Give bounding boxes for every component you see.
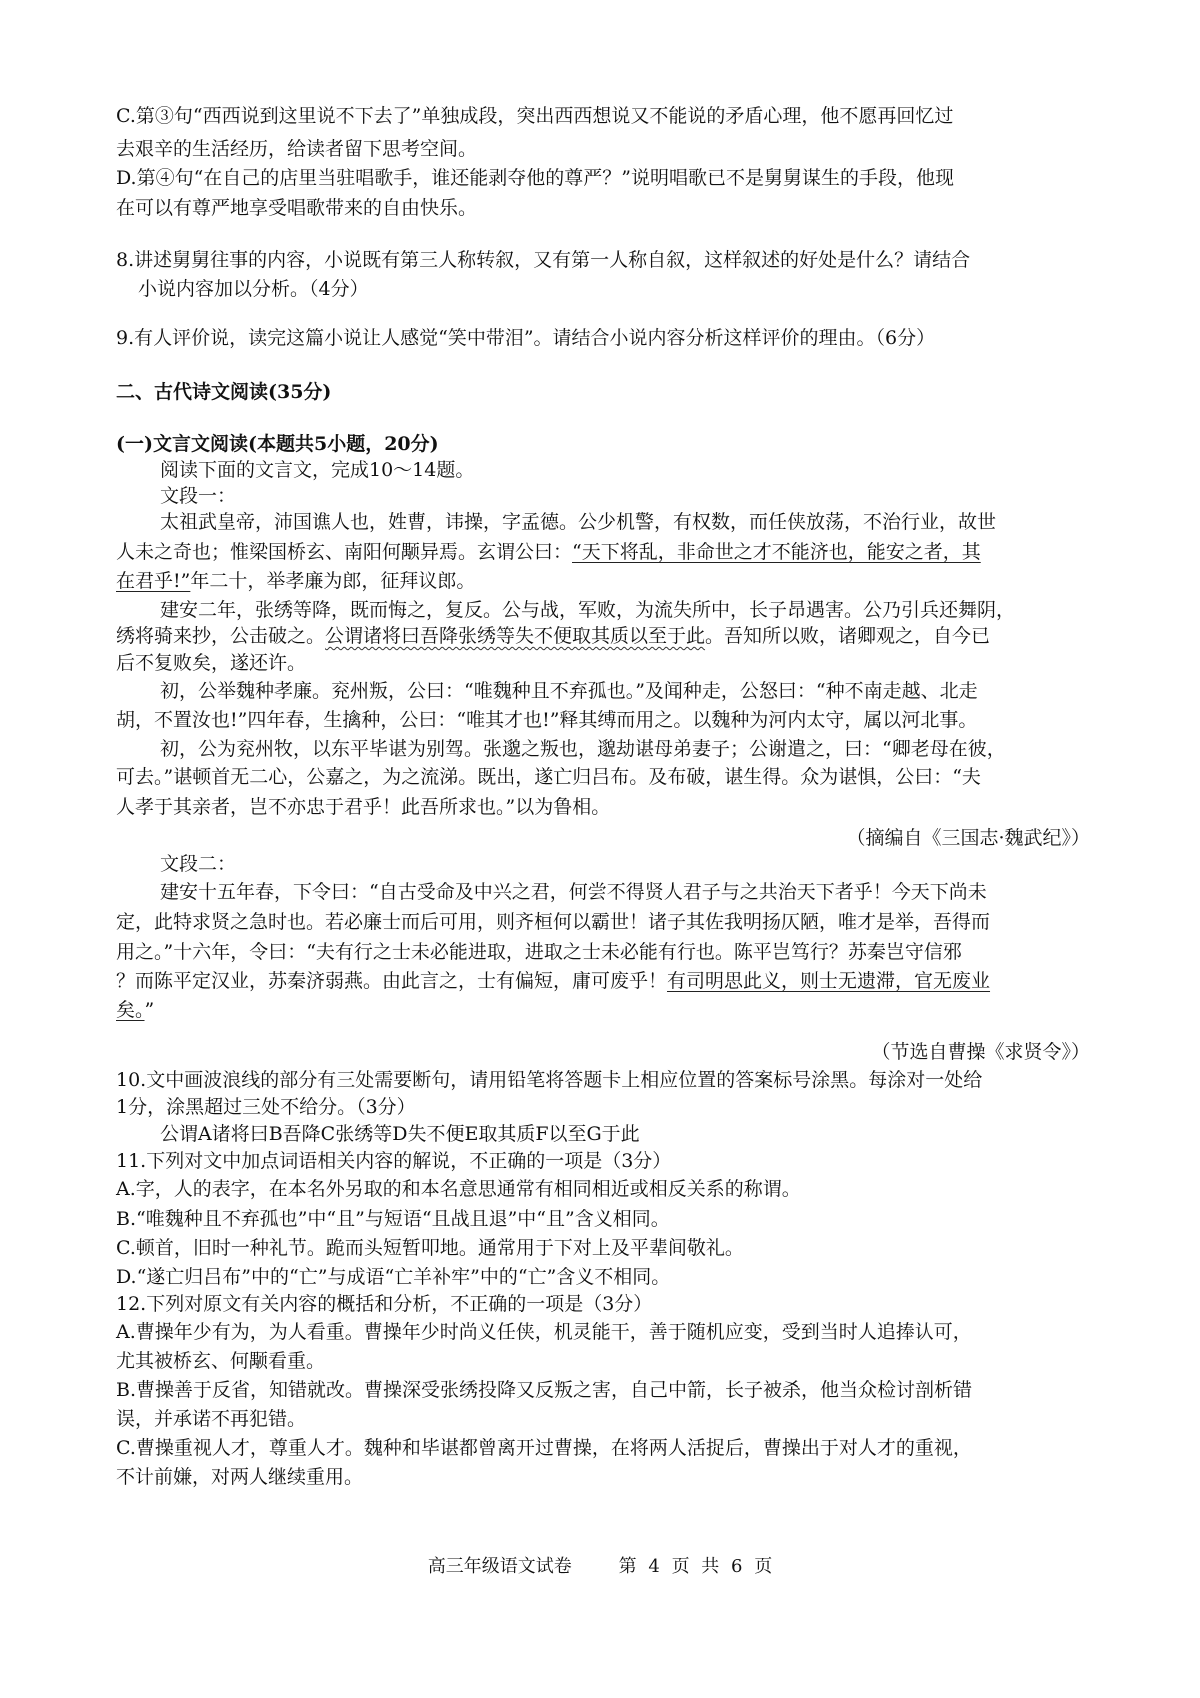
q11-stem: 11.下列对文中加点词语相关内容的解说，不正确的一项是（3分）	[116, 1150, 672, 1172]
passage1-p1-line2	[116, 538, 1096, 566]
passage2-line4-text: ？而陈平定汉业，苏秦济弱燕。由此言之，士有偏短，庸可废乎！	[116, 970, 668, 992]
q10-sentence: 公谓A诸将曰B吾降C张绣等D失不便E取其质F以至G于此	[160, 1123, 640, 1145]
q7-option-c-line2: 去艰辛的生活经历，给读者留下思考空间。	[116, 138, 478, 160]
q12-option-a-line1: A.曹操年少有为，为人看重。曹操年少时尚义任侠，机灵能干，善于随机应变，受到当时人追捧认可，	[116, 1321, 972, 1343]
passage1-p1-line3-text: 年二十，举孝廉为郎，征拜议郎。	[190, 570, 476, 592]
passage2-line4	[116, 967, 1096, 995]
q11-option-b: B.“唯魏种且不弃孤也”中“且”与短语“且战且退”中“且”含义相同。	[116, 1208, 670, 1230]
passage1-p2-line3: 后不复败矣，遂还许。	[116, 652, 307, 674]
passage1-p2-line1: 建安二年，张绣等降，既而悔之，复反。公与战，军败，为流失所中，长子昂遇害。公乃引兵还舞阴，	[160, 599, 1016, 621]
q12-option-c-line2: 不计前嫌，对两人继续重用。	[116, 1466, 364, 1488]
passage1-p4-line2: 可去。”谌顿首无二心，公嘉之，为之流涕。既出，遂亡归吕布。及布破，谌生得。众为谌惧，公曰：“夫	[116, 766, 981, 788]
passage1-p1-line2-text: 人未之奇也；惟梁国桥玄、南阳何颙异焉。玄谓公曰：	[116, 541, 573, 563]
q10-line1: 10.文中画波浪线的部分有三处需要断句，请用铅笔将答题卡上相应位置的答案标号涂黑。每涂对一处给	[116, 1069, 983, 1091]
page-footer: 高三年级语文试卷 第 4 页 共 6 页	[427, 1556, 773, 1577]
passage1-p2-line2-start: 绣将骑来抄，公击破之。	[116, 625, 326, 647]
q12-option-a-line2: 尤其被桥玄、何颙看重。	[116, 1350, 326, 1372]
underlined-quote-part2: 在君乎!”	[116, 570, 191, 592]
q12-option-c-line1: C.曹操重视人才，尊重人才。魏种和毕谌都曾离开过曹操，在将两人活捉后，曹操出于对人才的重视，	[116, 1437, 972, 1459]
q10-line2: 1分，涂黑超过三处不给分。（3分）	[116, 1096, 416, 1118]
passage2-label: 文段二：	[160, 853, 237, 875]
passage1-label: 文段一：	[160, 485, 237, 507]
passage2-line2: 定，此特求贤之急时也。若必廉士而后可用，则齐桓何以霸世！诸子其佐我明扬仄陋，唯才是举，吾得而	[116, 911, 991, 933]
q11-option-d: D.“遂亡归吕布”中的“亡”与成语“亡羊补牢”中的“亡”含义不相同。	[116, 1266, 671, 1288]
q12-stem: 12.下列对原文有关内容的概括和分析，不正确的一项是（3分）	[116, 1293, 653, 1315]
passage1-p1-line1: 太祖武皇帝，沛国谯人也，姓曹，讳操，字孟德。公少机警，有权数，而任侠放荡，不治行业，故世	[160, 511, 997, 533]
q8-line2: 小说内容加以分析。（4分）	[138, 278, 369, 300]
underlined-quote-part1: “天下将乱，非命世之才不能济也，能安之者，其	[572, 541, 981, 563]
passage1-p2-line2	[116, 622, 1096, 650]
underlined-sentence-part1: 有司明思此义，则士无遗滞，官无废业	[667, 970, 991, 992]
q11-option-c: C.顿首，旧时一种礼节。跪而头短暂叩地。通常用于下对上及平辈间敬礼。	[116, 1237, 744, 1259]
passage1-source: （摘编自《三国志·魏武纪》）	[846, 827, 1090, 849]
passage2-line3: 用之。”十六年，令曰：“夫有行之士未必能进取，进取之士未必能有行也。陈平岂笃行？苏秦岂守信邪	[116, 941, 962, 963]
q11-option-a: A.字，人的表字，在本名外另取的和本名意思通常有相同相近或相反关系的称谓。	[116, 1178, 801, 1200]
q7-option-d-line2: 在可以有尊严地享受唱歌带来的自由快乐。	[116, 197, 478, 219]
q8-line1: 8.讲述舅舅往事的内容，小说既有第三人称转叙，又有第一人称自叙，这样叙述的好处是什么？请结合	[116, 249, 971, 271]
passage2-source: （节选自曹操《求贤令》）	[871, 1041, 1090, 1063]
passage1-p2-line2-end: 。吾知所以败，诸卿观之，自今已	[705, 625, 991, 647]
passage1-p4-line1: 初，公为兖州牧，以东平毕谌为别驾。张邈之叛也，邈劫谌母弟妻子；公谢遣之，曰：“卿老母在彼，	[160, 738, 1006, 760]
q7-option-c-line1: C.第③句“西西说到这里说不下去了”单独成段，突出西西想说又不能说的矛盾心理，他不愿再回忆过	[116, 105, 954, 127]
passage1-p4-line3: 人孝于其亲者，岂不亦忠于君乎！此吾所求也。”以为鲁相。	[116, 796, 611, 818]
passage1-p1-line3	[116, 567, 1096, 595]
passage2-line5-text: ”	[144, 999, 155, 1021]
passage2-line5	[116, 996, 1096, 1024]
q7-option-d-line1: D.第④句“在自己的店里当驻唱歌手，谁还能剥夺他的尊严？”说明唱歌已不是舅舅谋生的手段，他现	[116, 167, 955, 189]
q12-option-b-line2: 误，并承诺不再犯错。	[116, 1408, 307, 1430]
q9-line1: 9.有人评价说，读完这篇小说让人感觉“笑中带泪”。请结合小说内容分析这样评价的理由。（6分）	[116, 327, 936, 349]
sub-heading: (一)文言文阅读(本题共5小题，20分)	[116, 433, 439, 455]
wavy-underlined-sentence: 公谓诸将曰吾降张绣等失不便取其质以至于此	[325, 625, 706, 647]
section-heading: 二、古代诗文阅读(35分)	[116, 381, 332, 403]
q12-option-b-line1: B.曹操善于反省，知错就改。曹操深受张绣投降又反叛之害，自己中箭，长子被杀，他当众检讨剖析错	[116, 1379, 973, 1401]
underlined-sentence-part2: 矣。	[116, 999, 145, 1021]
passage1-p3-line1: 初，公举魏种孝廉。兖州叛，公曰：“唯魏种且不弃孤也。”及闻种走，公怒曰：“种不南走越、北走	[160, 680, 978, 702]
instruction: 阅读下面的文言文，完成10～14题。	[160, 459, 475, 481]
passage1-p3-line2: 胡，不置汝也!”四年春，生擒种，公曰：“唯其才也!”释其缚而用之。以魏种为河内太守，属以河北事。	[116, 709, 978, 731]
passage2-line1: 建安十五年春，下令曰：“自古受命及中兴之君，何尝不得贤人君子与之共治天下者乎！今天下尚未	[160, 881, 987, 903]
